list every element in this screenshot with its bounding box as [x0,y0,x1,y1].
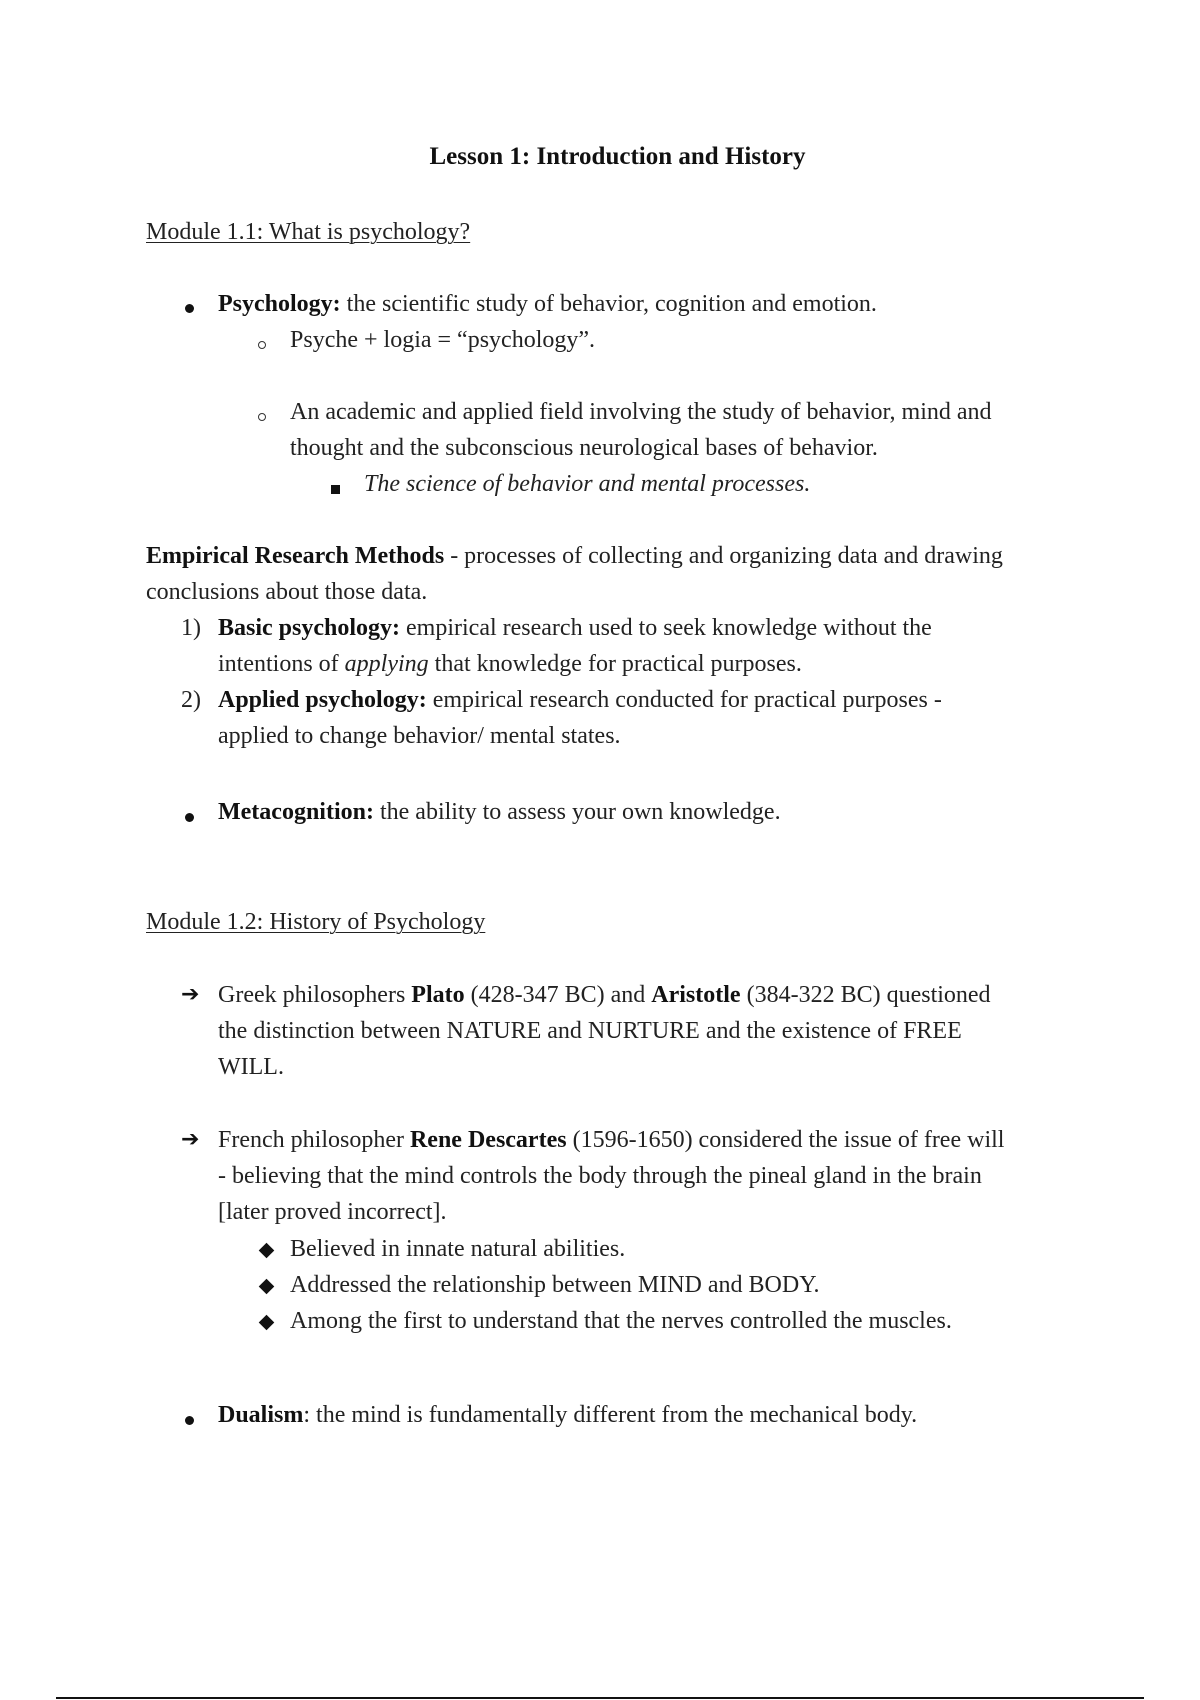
descartes-name: Rene Descartes [409,1127,567,1153]
empirical-term: Empirical Research Methods [146,543,445,569]
bullet-dot-icon [185,1416,194,1425]
diamond-bullet-icon [259,1243,275,1259]
empirical-methods-line2: conclusions about those data. [146,579,428,605]
basic-psychology-def: empirical research used to seek knowledge without the [400,615,932,641]
applied-psychology-line2: applied to change behavior/ mental states. [218,723,621,749]
greek-philosophers-line3: WILL. [218,1054,284,1080]
applied-psychology-def: empirical research conducted for practical purposes - [426,687,942,713]
french-text: French philosopher [218,1127,410,1153]
sub-bullet-academic-line2: thought and the subconscious neurological bases of behavior. [290,435,878,461]
basic-psychology-line1 [218,615,932,642]
page-bottom-rule [56,1697,1144,1699]
list-number: 2) [181,687,201,713]
basic-psychology-text: intentions of [218,651,345,677]
descartes-line1 [218,1127,1004,1154]
sub-bullet-psyche: Psyche + logia = “psychology”. [290,327,596,353]
descartes-line2: - believing that the mind controls the body through the pineal gland in the brain [218,1163,982,1189]
greek-text-mid: (428-347 BC) and [464,982,652,1008]
list-number: 1) [181,615,201,641]
dualism-term: Dualism [218,1402,304,1428]
applied-psychology-term: Applied psychology: [218,687,427,713]
sub-bullet-academic-line1: An academic and applied field involving the study of behavior, mind and [290,399,992,425]
empirical-methods-line1 [146,543,1003,570]
bullet-circle-icon [258,341,266,349]
sub-sub-bullet-science [364,471,810,498]
dualism-def: : the mind is fundamentally different from the mechanical body. [303,1402,918,1428]
french-text-end: (1596-1650) considered the issue of free will [566,1127,1005,1153]
greek-text: Greek philosophers [218,982,412,1008]
descartes-point-3: Among the first to understand that the nerves controlled the muscles. [290,1308,952,1334]
metacognition-term: Metacognition: [218,799,374,825]
greek-text-end: (384-322 BC) questioned [740,982,991,1008]
basic-psychology-text-end: that knowledge for practical purposes. [428,651,802,677]
greek-philosophers-line2: the distinction between NATURE and NURTURE and the existence of FREE [218,1018,962,1044]
descartes-point-1: Believed in innate natural abilities. [290,1236,626,1262]
arrow-right-icon: ➔ [181,1127,200,1152]
diamond-bullet-icon [259,1315,275,1331]
basic-psychology-line2 [218,651,802,678]
applied-psychology-line1 [218,687,942,714]
psychology-definition [218,291,877,318]
greek-philosophers-line1 [218,982,991,1009]
aristotle-name: Aristotle [651,982,741,1008]
science-definition: The science of behavior and mental processes. [364,471,811,497]
empirical-def: - processes of collecting and organizing data and drawing [444,543,1003,569]
plato-name: Plato [411,982,465,1008]
psychology-def: the scientific study of behavior, cognition and emotion. [340,291,877,317]
bullet-dot-icon [185,304,194,313]
applying-emphasis: applying [344,651,429,677]
descartes-point-2: Addressed the relationship between MIND and BODY. [290,1272,820,1298]
module-1-heading: Module 1.1: What is psychology? [146,219,471,245]
arrow-right-icon: ➔ [181,982,200,1007]
psychology-term: Psychology: [218,291,341,317]
lesson-title: Lesson 1: Introduction and History [429,143,806,170]
basic-psychology-term: Basic psychology: [218,615,401,641]
module-2-heading: Module 1.2: History of Psychology [146,909,486,935]
metacognition-definition [218,799,781,826]
bullet-circle-icon [258,413,266,421]
bullet-square-icon [331,485,340,494]
bullet-dot-icon [185,813,194,822]
diamond-bullet-icon [259,1279,275,1295]
dualism-definition [218,1402,917,1429]
metacognition-def: the ability to assess your own knowledge. [373,799,781,825]
descartes-line3: [later proved incorrect]. [218,1199,447,1225]
